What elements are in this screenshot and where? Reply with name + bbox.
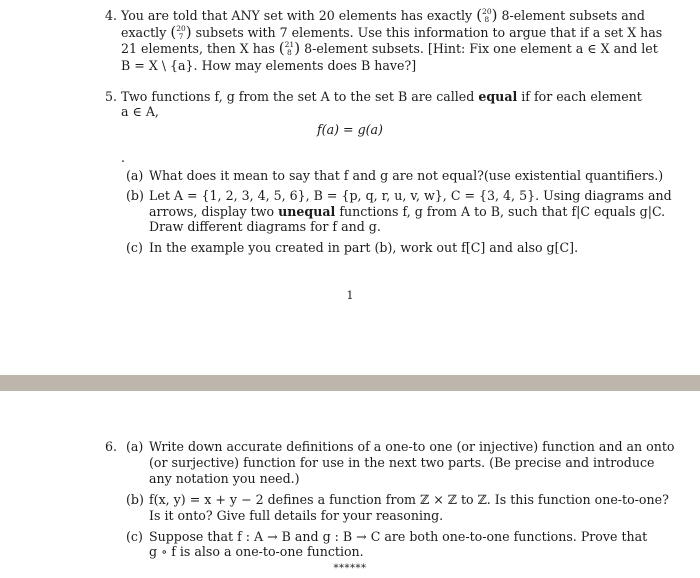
q5b-line-3: Draw different diagrams for f and g. [149,219,381,234]
q5-line-2: a ∈ A, [121,104,159,119]
q5a-text: What does it mean to say that f and g are not equal?(use existential quantifiers.) [149,168,664,183]
q5-line-1: Two functions f, g from the set A to the set B are called equal if for each element [121,89,642,104]
q6b-line-1: f(x, y) = x + y − 2 defines a function from ℤ × ℤ to ℤ. Is this function one-to-one? [149,492,669,507]
q6a-line-1: Write down accurate definitions of a one-to one (or injective) function and an onto [149,439,675,454]
q5-number: 5. [105,89,118,104]
q4-line-4: B = X \ {a}. How may elements does B have?] [121,58,417,73]
binom-20-7: ( 20 7 ) [170,23,192,41]
page-2 [0,391,700,578]
q5c-text: In the example you created in part (b), work out f[C] and also g[C]. [149,240,579,255]
q4-line-3: 21 elements, then X has ( 21 8 ) 8-element subsets. [Hint: Fix one element a ∈ X and let [121,39,658,57]
term-equal: equal [478,89,518,104]
q5-formula: f(a) = g(a) [317,122,383,137]
page-separator [0,375,700,391]
q5b-label: (b) [126,188,144,203]
end-mark: ****** [333,563,367,574]
q5c-label: (c) [126,240,143,255]
q6b-line-2: Is it onto? Give full details for your reasoning. [149,508,444,523]
q6-number: 6. [105,439,118,454]
term-unequal: unequal [278,204,336,219]
binom-21-8: ( 21 8 ) [278,39,301,57]
q5b-line-1: Let A = {1, 2, 3, 4, 5, 6}, B = {p, q, r, u, v, w}, C = {3, 4, 5}. Using diagrams and [149,188,672,203]
q6c-line-1: Suppose that f : A → B and g : B → C are both one-to-one functions. Prove that [149,529,648,544]
q5b-line-2: arrows, display two unequal functions f, g from A to B, such that f|C equals g|C. [149,204,666,219]
q5-dot: . [121,150,126,165]
page-number: 1 [346,289,354,302]
binom-20-8: ( 20 8 ) [476,6,498,24]
q6b-label: (b) [126,492,144,507]
q4-line-2: exactly ( 20 7 ) subsets with 7 elements. Use this information to argue that if a set X has [121,23,663,41]
q6a-line-2: (or surjective) function for use in the next two parts. (Be precise and introduce [149,455,655,470]
q5a-label: (a) [126,168,144,183]
q4-line-1: You are told that ANY set with 20 elements has exactly ( 20 8 ) 8-element subsets and [121,6,645,24]
q6a-label: (a) [126,439,144,454]
q6a-line-3: any notation you need.) [149,471,300,486]
q6c-line-2: g ∘ f is also a one-to-one function. [149,544,364,559]
q4-number: 4. [105,8,118,23]
q6c-label: (c) [126,529,143,544]
